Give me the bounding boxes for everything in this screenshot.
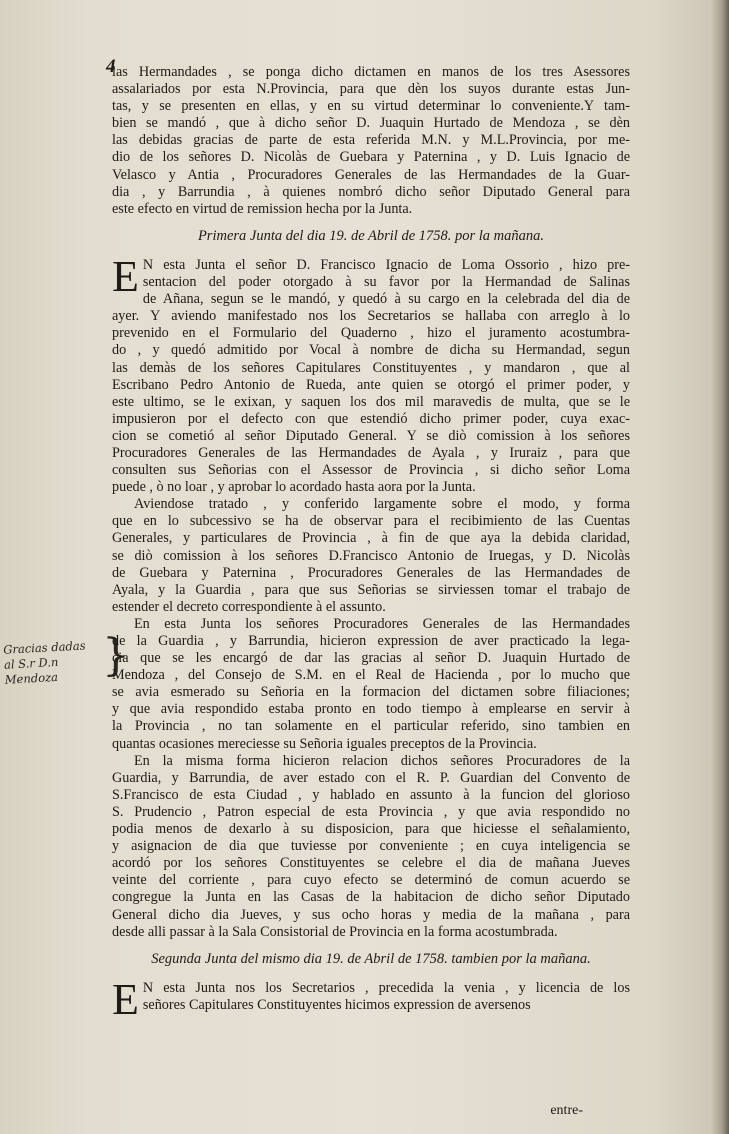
- text-line: tas, y se presenten en ellas, y en su virtud determinar lo conveniente.Y tam-: [112, 98, 630, 115]
- text-line: Mendoza , del Consejo de S.M. en el Real de Hacienda , por lo mucho que: [112, 667, 630, 684]
- paragraph-5: [112, 753, 630, 941]
- body-text: [112, 64, 630, 1024]
- text-line: prevenido en el Formulario del Quaderno , hizo el juramento acostumbra-: [112, 325, 630, 342]
- drop-capital: E: [112, 974, 139, 1024]
- page-edge-shadow: [711, 0, 729, 1134]
- text-line: las debidas gracias de parte de esta referida M.N. y M.L.Provincia, por me-: [112, 132, 630, 149]
- text-line: dia , y Barrundia , à quienes nombró dicho señor Diputado General para: [112, 183, 630, 200]
- session-heading-1: Primera Junta del dia 19. de Abril de 1758. por la mañana.: [197, 227, 545, 244]
- text-line: En la misma forma hicieron relacion dichos señores Procuradores de la: [134, 752, 630, 769]
- text-line: puede , ò no loar , y aprobar lo acordado hasta aora por la Junta.: [112, 479, 476, 496]
- text-line: y que avia respondido estaba pronto en todo tiempo à emplearse en servir à: [112, 701, 630, 718]
- text-line: En esta Junta los señores Procuradores Generales de las Hermandades: [134, 615, 630, 632]
- drop-capital: E: [112, 251, 139, 301]
- text-line: impusieron por el defecto con que estendió dicho primer poder, cuya exac-: [112, 410, 630, 427]
- text-line: dio de los señores D. Nicolàs de Guebara y Paternina , y D. Luis Ignacio de: [112, 149, 630, 166]
- text-line: acordó por los señores Constituyentes se celebre el dia de mañana Jueves: [112, 855, 630, 872]
- text-line: la Provincia , no tan solamente en el particular referido, sino tambien en: [112, 718, 630, 735]
- margin-annotation-line: al S.r D.n Mendoza: [3, 654, 59, 687]
- text-line: S. Prudencio , Patron especial de esta Provincia , y que avia respondido no: [112, 803, 630, 820]
- session-heading-2: Segunda Junta del mismo dia 19. de Abril de 1758. tambien por la mañana.: [151, 950, 591, 967]
- text-line: assalariados por esta N.Provincia, para que dèn los suyos durante estas Jun-: [112, 81, 630, 98]
- text-line: veinte del corriente , para cuyo efecto se determinó de comun acuerdo se: [112, 872, 630, 889]
- text-line: Procuradores Generales de las Hermandades de Ayala , y Iruraiz , para que: [112, 444, 630, 461]
- text-line: General dicho dia Jueves, y sus ocho horas y media de la mañana , para: [112, 906, 630, 923]
- paragraph-3: [112, 496, 630, 616]
- text-line: Escribano Pedro Antonio de Rueda, ante quien se otorgó el primer poder, y: [112, 376, 630, 393]
- paragraph-6: [112, 974, 630, 1024]
- text-line: bien se mandó , que à dicho señor D. Juaquin Hurtado de Mendoza , se dèn: [112, 115, 630, 132]
- paragraph-4: [112, 616, 630, 753]
- text-line: que en lo subcessivo se ha de observar para el recibimiento de las Cuentas: [112, 513, 630, 530]
- text-line: Ayala, y la Guardia , para que sus Señorias se sirviessen tomar el trabajo de: [112, 581, 630, 598]
- text-line: desde alli passar à la Sala Consistorial de Provincia en la forma acostumbrada.: [112, 923, 558, 940]
- margin-annotation: [3, 637, 109, 687]
- text-line: quantas ocasiones mereciesse su Señoria iguales preceptos de la Provincia.: [112, 735, 537, 752]
- text-line: sentacion del poder otorgado à su favor por la Hermandad de Salinas: [142, 274, 630, 291]
- text-line: cia que se les encargó de dar las gracias al señor D. Juaquin Hurtado de: [112, 650, 630, 667]
- text-line: las demàs de los señores Capitulares Constituyentes , y mandaron , que al: [112, 359, 630, 376]
- text-line: este ultimo, se le exixan, y saquen los dos mil maravedis de multa, que se le: [112, 393, 630, 410]
- text-line: Aviendose tratado , y conferido largamente sobre el modo, y forma: [134, 496, 630, 513]
- text-line: Generales, y particulares de Provincia , à fin de que aya la debida claridad,: [112, 530, 630, 547]
- text-line: S.Francisco de esta Ciudad , y hablado en assunto à la funcion del glorioso: [112, 786, 630, 803]
- text-line: congregue la Junta en las Casas de la habitacion de dicho señor Diputado: [112, 889, 630, 906]
- text-line: se avia esmerado su Señoria en la formacion del dictamen sobre filiaciones;: [112, 684, 630, 701]
- text-line: se diò comission à los señores D.Francisco Antonio de Iruegas, y D. Nicolàs: [112, 547, 630, 564]
- text-line: podia menos de dexarlo à su disposicion, para que hiciesse el señalamiento,: [112, 821, 630, 838]
- text-line: ayer. Y aviendo manifestado nos los Secretarios se hallaba con arreglo à lo: [112, 308, 630, 325]
- text-line: este efecto en virtud de remission hecha por la Junta.: [112, 200, 413, 217]
- text-line: de Añana, segun se le mandó, y quedó à su cargo en la celebrada del dia de: [142, 291, 630, 308]
- text-line: estender el decreto correspondiente à el assunto.: [112, 598, 386, 615]
- catchword: entre-: [550, 1103, 583, 1118]
- text-line: cion se cometió al señor Diputado General. Y se diò comission à los señores: [112, 427, 630, 444]
- margin-annotation-line: Gracias dadas: [2, 638, 86, 657]
- brace-mark: }: [102, 630, 130, 681]
- text-line: y asignacion de dia que tuviesse por conveniente ; en cuya inteligencia se: [112, 838, 630, 855]
- text-line: consulten sus Señorias con el Assessor de Provincia , si dicho señor Loma: [112, 462, 630, 479]
- paragraph-1: [112, 64, 630, 218]
- page-number: 4: [106, 56, 116, 77]
- text-line: Velasco y Antia , Procuradores Generales de las Hermandades de la Guar-: [112, 166, 630, 183]
- text-line: de la Guardia , y Barrundia, hicieron expression de aver practicado la lega-: [112, 633, 630, 649]
- text-line: Guardia, y Barrundia, de aver estado con el R. P. Guardian del Convento de: [112, 769, 630, 786]
- text-line: las Hermandades , se ponga dicho dictamen en manos de los tres Asessores: [112, 64, 630, 80]
- text-line: señores Capitulares Constituyentes hicimos expression de aversenos: [142, 996, 531, 1013]
- text-line: de Guebara y Paternina , Procuradores Generales de las Hermandades de: [112, 564, 630, 581]
- text-line: N esta Junta nos los Secretarios , precedida la venia , y licencia de los: [142, 979, 630, 996]
- text-line: do , y quedó admitido por Vocal à nombre de dicha su Hermandad, segun: [112, 342, 630, 359]
- paragraph-2: [112, 251, 630, 496]
- text-line: N esta Junta el señor D. Francisco Ignacio de Loma Ossorio , hizo pre-: [142, 256, 630, 273]
